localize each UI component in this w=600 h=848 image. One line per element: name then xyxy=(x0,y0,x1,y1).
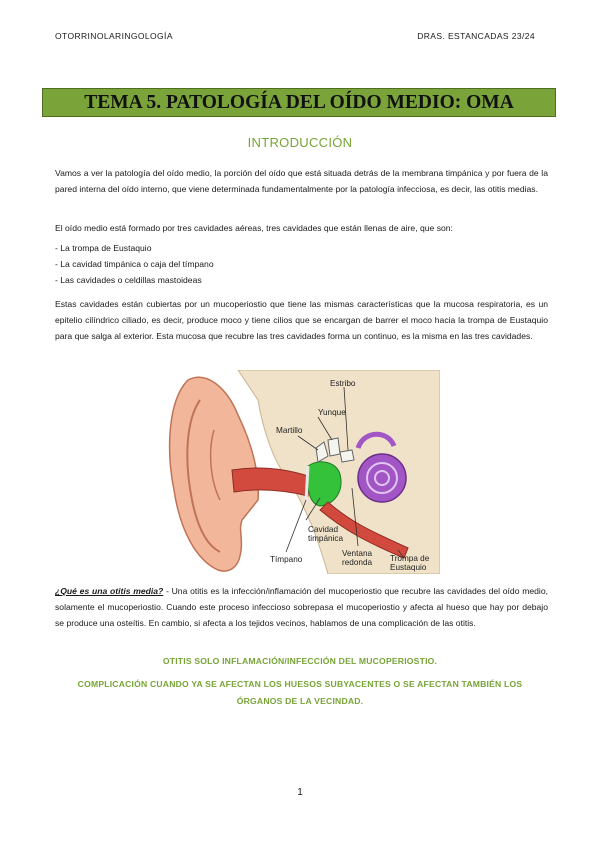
incus xyxy=(328,438,340,456)
composition-paragraph: El oído medio está formado por tres cavidades aéreas, tres cavidades que están llenas de aire, que son: xyxy=(55,223,453,233)
label-trompa-1: Trompa de xyxy=(390,554,430,563)
header-authors: DRAS. ESTANCADAS 23/24 xyxy=(417,31,535,41)
list-item: - La cavidad timpánica o caja del tímpano xyxy=(55,259,214,269)
mucosa-paragraph: Estas cavidades están cubiertas por un mucoperiostio que tiene las mismas características que la mucosa respiratoria, es un epitelio cilíndrico ciliado, es decir, produce moco y tiene cilios que se encargan de barrer el moco hacia la trompa de Eustaquio para que salga al exterior. Esta mucosa que recubre las tres cavidades forma un continuo, es la misma en las tres cavidades. xyxy=(55,299,548,341)
tympanic-membrane xyxy=(306,466,308,502)
label-cavidad-2: timpánica xyxy=(308,534,344,543)
label-timpano: Tímpano xyxy=(270,555,303,564)
page-title: TEMA 5. PATOLOGÍA DEL OÍDO MEDIO: OMA xyxy=(84,91,514,113)
otitis-question: ¿Qué es una otitis media? xyxy=(55,586,164,596)
highlight-complication xyxy=(0,676,600,710)
highlight-otitis: OTITIS SOLO INFLAMACIÓN/INFECCIÓN DEL MUCOPERIOSTIO. xyxy=(162,656,438,666)
label-yunque: Yunque xyxy=(318,408,346,417)
list-item: - La trompa de Eustaquio xyxy=(55,243,152,253)
title-banner xyxy=(42,88,556,117)
label-cavidad-1: Cavidad xyxy=(308,525,339,534)
otitis-paragraph xyxy=(55,583,548,631)
label-estribo: Estribo xyxy=(330,379,356,388)
cavities-list xyxy=(55,240,214,288)
intro-paragraph: Vamos a ver la patología del oído medio, la porción del oído que está situada detrás de la membrana timpánica y por fuera de la pared interna del oído interno, que viene determinada fundamentalmente por la patología infecciosa, es decir, las otitis medias. xyxy=(55,168,548,194)
list-item: - Las cavidades o celdillas mastoideas xyxy=(55,275,202,285)
label-martillo: Martillo xyxy=(276,426,303,435)
label-ventana-2: redonda xyxy=(342,558,373,567)
section-heading: INTRODUCCIÓN xyxy=(247,135,353,150)
highlight-complication-line2: ÓRGANOS DE LA VECINDAD. xyxy=(236,696,364,706)
header-course: OTORRINOLARINGOLOGÍA xyxy=(55,31,173,41)
label-trompa-2: Eustaquio xyxy=(390,563,427,572)
highlight-complication-line1: COMPLICACIÓN CUANDO YA SE AFECTAN LOS HUESOS SUBYACENTES O SE AFECTAN TAMBIÉN LOS xyxy=(77,679,523,689)
stapes xyxy=(340,450,354,462)
cochlea xyxy=(358,454,406,502)
otitis-answer: - Una otitis es la infección/inflamación del mucoperiostio que recubre las cavidades del oído medio, solamente el mucoperiostio. Cuando este proceso infeccioso sobrepasa el mucoperiostio y afecta al hueso que hay por debajo se produce una osteítis. En cambio, si afecta a los tejidos vecinos, hablamos de una complicación de las otitis. xyxy=(55,586,549,628)
page-number: 1 xyxy=(297,787,303,798)
ear-anatomy-figure xyxy=(168,370,440,574)
label-ventana-1: Ventana xyxy=(342,549,373,558)
